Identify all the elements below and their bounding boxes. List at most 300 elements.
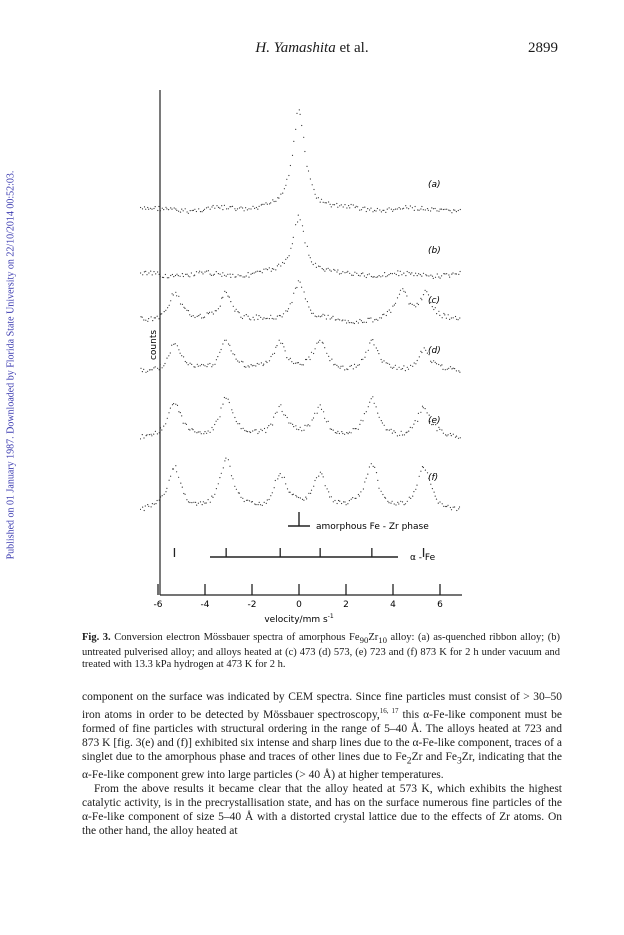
spectrum-point (334, 270, 335, 271)
spectrum-point (304, 151, 305, 152)
spectrum-point (387, 501, 388, 502)
spectrum-point (180, 303, 181, 304)
spectrum-point (198, 366, 199, 367)
spectrum-point (204, 365, 205, 366)
spectrum-point (430, 210, 431, 211)
spectrum-point (282, 316, 283, 317)
spectrum-point (414, 305, 415, 306)
spectrum-point (154, 317, 155, 318)
spectrum-point (316, 198, 317, 199)
spectrum-point (182, 304, 183, 305)
spectrum-point (287, 417, 288, 418)
spectrum-point (374, 319, 375, 320)
spectrum-point (145, 372, 146, 373)
spectrum-point (438, 503, 439, 504)
spectrum-point (376, 319, 377, 320)
spectrum-point (270, 315, 271, 316)
spectrum-point (416, 485, 417, 486)
spectrum-point (277, 265, 278, 266)
spectrum-point (231, 409, 232, 410)
spectrum-point (166, 358, 167, 359)
y-axis-label: counts (149, 329, 159, 361)
spectrum-point (208, 207, 209, 208)
spectrum-point (151, 435, 152, 436)
spectrum-point (432, 488, 433, 489)
spectrum-point (423, 407, 424, 408)
spectrum-point (313, 417, 314, 418)
spectrum-point (351, 204, 352, 205)
spectrum-point (453, 434, 454, 435)
spectrum-point (178, 275, 179, 276)
spectrum-point (258, 504, 259, 505)
spectrum-point (165, 310, 166, 311)
spectrum-point (420, 208, 421, 209)
spectrum-point (445, 434, 446, 435)
spectrum-point (192, 210, 193, 211)
spectrum-point (339, 319, 340, 320)
spectrum-point (257, 209, 258, 210)
spectrum-point (364, 322, 365, 323)
spectrum-point (167, 277, 168, 278)
spectrum-point (349, 207, 350, 208)
spectrum-point (297, 221, 298, 222)
spectrum-point (237, 360, 238, 361)
spectrum-point (393, 430, 394, 431)
spectrum-point (328, 268, 329, 269)
spectrum-point (193, 210, 194, 211)
spectrum-point (230, 206, 231, 207)
spectrum-point (178, 296, 179, 297)
spectrum-point (311, 490, 312, 491)
spectrum-point (369, 209, 370, 210)
spectrum-point (242, 361, 243, 362)
spectrum-point (328, 201, 329, 202)
figure-caption: Fig. 3. Conversion electron Mössbauer spectra of amorphous $Fe_{90}Zr_{10}$ alloy: (a) as-quenched ribbon alloy; (b) untreated pulverised alloy; and alloys heated at (c) 473 (d) 573, (e) 723 and (f) 873 K for 2 h under vacuum and treated with 13.3 kPa hydrogen at 473 K for 2 h. (82, 632, 560, 671)
spectrum-point (305, 298, 306, 299)
spectrum-point (402, 368, 403, 369)
spectrum-point (175, 292, 176, 293)
spectrum-point (390, 367, 391, 368)
spectrum-point (222, 404, 223, 405)
spectrum-point (415, 489, 416, 490)
spectrum-point (397, 208, 398, 209)
spectrum-point (300, 282, 301, 283)
spectrum-label-c: (c) (428, 296, 440, 306)
spectrum-point (414, 362, 415, 363)
spectrum-point (152, 369, 153, 370)
spectrum-point (208, 313, 209, 314)
spectrum-point (435, 496, 436, 497)
spectrum-point (224, 460, 225, 461)
spectrum-point (359, 319, 360, 320)
spectrum-point (220, 274, 221, 275)
spectrum-point (376, 406, 377, 407)
spectrum-point (211, 275, 212, 276)
spectrum-point (384, 425, 385, 426)
spectrum-point (161, 429, 162, 430)
spectrum-point (392, 433, 393, 434)
spectrum-point (458, 370, 459, 371)
spectrum-point (378, 353, 379, 354)
spectrum-point (400, 290, 401, 291)
spectrum-point (188, 310, 189, 311)
spectrum-point (295, 495, 296, 496)
spectrum-point (336, 433, 337, 434)
spectrum-point (270, 495, 271, 496)
spectrum-point (272, 424, 273, 425)
spectrum-point (247, 209, 248, 210)
spectrum-point (392, 306, 393, 307)
spectrum-point (218, 273, 219, 274)
spectrum-point (199, 271, 200, 272)
spectrum-point (369, 273, 370, 274)
spectrum-point (178, 349, 179, 350)
spectrum-point (370, 208, 371, 209)
spectrum-point (456, 436, 457, 437)
spectrum-point (442, 317, 443, 318)
spectrum-point (147, 371, 148, 372)
spectrum-point (372, 277, 373, 278)
spectrum-point (173, 344, 174, 345)
spectrum-point (231, 350, 232, 351)
spectrum-point (361, 209, 362, 210)
spectrum-point (306, 359, 307, 360)
spectrum-point (420, 274, 421, 275)
spectrum-point (432, 276, 433, 277)
spectrum-point (250, 432, 251, 433)
spectrum-point (342, 366, 343, 367)
spectrum-point (180, 412, 181, 413)
spectrum-point (408, 303, 409, 304)
spectrum-point (360, 491, 361, 492)
spectrum-point (306, 498, 307, 499)
spectrum-point (191, 272, 192, 273)
spectrum-point (200, 365, 201, 366)
spectrum-point (176, 471, 177, 472)
spectrum-point (304, 242, 305, 243)
spectrum-point (241, 428, 242, 429)
spectrum-point (303, 137, 304, 138)
spectrum-point (360, 420, 361, 421)
spectrum-point (315, 348, 316, 349)
spectrum-point (273, 318, 274, 319)
spectrum-point (412, 207, 413, 208)
spectrum-point (203, 364, 204, 365)
spectrum-point (367, 274, 368, 275)
spectrum-point (421, 276, 422, 277)
spectrum-point (194, 431, 195, 432)
spectrum-point (459, 317, 460, 318)
spectrum-point (288, 175, 289, 176)
spectrum-point (359, 210, 360, 211)
spectrum-point (389, 309, 390, 310)
spectrum-point (260, 317, 261, 318)
spectrum-point (280, 265, 281, 266)
spectrum-point (451, 212, 452, 213)
spectrum-point (321, 315, 322, 316)
spectrum-point (344, 434, 345, 435)
spectrum-point (308, 170, 309, 171)
spectrum-point (194, 209, 195, 210)
download-watermark-text[interactable]: Published on 01 January 1987. Downloaded by Florida State University on 22/10/2014 00:52:03. (5, 170, 17, 560)
spectrum-point (335, 432, 336, 433)
spectrum-point (458, 508, 459, 509)
spectrum-point (235, 210, 236, 211)
spectrum-point (277, 197, 278, 198)
spectrum-point (272, 354, 273, 355)
spectrum-point (200, 314, 201, 315)
spectrum-point (157, 500, 158, 501)
spectrum-point (387, 311, 388, 312)
spectrum-point (168, 355, 169, 356)
spectrum-point (310, 359, 311, 360)
spectrum-point (410, 365, 411, 366)
spectrum-point (331, 496, 332, 497)
spectrum-point (356, 321, 357, 322)
spectrum-point (239, 493, 240, 494)
spectrum-point (296, 496, 297, 497)
spectrum-point (405, 503, 406, 504)
spectrum-point (291, 361, 292, 362)
spectrum-point (263, 269, 264, 270)
spectrum-point (291, 302, 292, 303)
spectrum-point (208, 270, 209, 271)
spectrum-point (292, 243, 293, 244)
spectrum-point (349, 273, 350, 274)
spectrum-point (338, 500, 339, 501)
spectrum-point (369, 342, 370, 343)
spectrum-point (352, 497, 353, 498)
spectrum-point (290, 492, 291, 493)
spectrum-point (324, 418, 325, 419)
spectrum-point (170, 408, 171, 409)
spectrum-point (410, 274, 411, 275)
spectrum-point (444, 273, 445, 274)
spectrum-point (229, 345, 230, 346)
spectrum-point (222, 343, 223, 344)
spectrum-point (357, 206, 358, 207)
spectrum-point (454, 210, 455, 211)
spectrum-point (367, 474, 368, 475)
spectrum-label-e: (e) (428, 416, 441, 426)
spectrum-point (198, 315, 199, 316)
spectrum-point (209, 312, 210, 313)
spectrum-point (282, 193, 283, 194)
spectrum-point (152, 274, 153, 275)
spectrum-point (312, 184, 313, 185)
spectrum-point (330, 204, 331, 205)
spectrum-point (418, 273, 419, 274)
spectrum-point (361, 273, 362, 274)
spectrum-point (377, 320, 378, 321)
spectrum-point (362, 420, 363, 421)
spectrum-point (344, 501, 345, 502)
spectrum-point (417, 275, 418, 276)
spectrum-point (442, 503, 443, 504)
spectrum-point (348, 433, 349, 434)
spectrum-point (216, 271, 217, 272)
spectrum-point (153, 367, 154, 368)
spectrum-point (405, 275, 406, 276)
spectrum-point (301, 430, 302, 431)
spectrum-point (256, 314, 257, 315)
spectrum-point (399, 207, 400, 208)
spectrum-point (308, 255, 309, 256)
spectrum-point (455, 316, 456, 317)
spectrum-point (230, 274, 231, 275)
spectrum-point (369, 402, 370, 403)
spectrum-point (308, 493, 309, 494)
x-tick-label: -4 (200, 600, 210, 610)
spectrum-point (407, 367, 408, 368)
spectrum-point (420, 412, 421, 413)
spectrum-point (145, 271, 146, 272)
spectrum-point (196, 505, 197, 506)
spectrum-point (186, 499, 187, 500)
spectrum-label-b: (b) (428, 246, 441, 256)
spectrum-point (187, 211, 188, 212)
spectrum-point (200, 211, 201, 212)
spectrum-point (433, 309, 434, 310)
spectrum-point (229, 402, 230, 403)
spectrum-point (170, 275, 171, 276)
spectrum-point (157, 316, 158, 317)
spectrum-point (387, 363, 388, 364)
spectrum-point (443, 506, 444, 507)
spectrum-point (377, 208, 378, 209)
spectrum-point (143, 369, 144, 370)
spectrum-point (198, 503, 199, 504)
spectrum-point (447, 369, 448, 370)
spectrum-point (222, 209, 223, 210)
spectrum-point (448, 210, 449, 211)
spectrum-point (406, 207, 407, 208)
spectrum-point (260, 504, 261, 505)
spectrum-point (353, 428, 354, 429)
spectrum-point (236, 421, 237, 422)
spectrum-point (409, 497, 410, 498)
spectrum-point (242, 207, 243, 208)
spectrum-point (282, 411, 283, 412)
spectrum-point (177, 345, 178, 346)
spectrum-point (198, 208, 199, 209)
spectrum-point (242, 498, 243, 499)
spectrum-point (389, 364, 390, 365)
spectrum-point (211, 366, 212, 367)
spectrum-point (256, 207, 257, 208)
spectrum-point (172, 404, 173, 405)
spectrum-point (329, 269, 330, 270)
spectrum-point (161, 313, 162, 314)
spectrum-point (307, 425, 308, 426)
spectrum-point (298, 429, 299, 430)
spectrum-point (266, 503, 267, 504)
spectrum-point (377, 480, 378, 481)
spectrum-point (244, 315, 245, 316)
spectrum-point (226, 276, 227, 277)
spectrum-point (376, 277, 377, 278)
spectrum-point (331, 429, 332, 430)
x-tick-label: 4 (390, 600, 396, 610)
spectrum-point (151, 434, 152, 435)
spectrum-point (311, 261, 312, 262)
spectrum-point (320, 316, 321, 317)
spectrum-point (448, 274, 449, 275)
spectrum-point (206, 366, 207, 367)
spectrum-point (269, 267, 270, 268)
spectrum-point (172, 274, 173, 275)
spectrum-point (285, 310, 286, 311)
spectrum-point (240, 206, 241, 207)
spectrum-point (329, 496, 330, 497)
spectrum-point (371, 340, 372, 341)
spectrum-point (441, 275, 442, 276)
spectrum-point (218, 207, 219, 208)
spectrum-point (148, 506, 149, 507)
spectrum-point (314, 480, 315, 481)
spectrum-point (372, 339, 373, 340)
spectrum-point (292, 155, 293, 156)
spectrum-point (201, 433, 202, 434)
spectrum-point (280, 473, 281, 474)
spectrum-point (420, 298, 421, 299)
spectrum-point (244, 276, 245, 277)
spectrum-point (218, 308, 219, 309)
spectrum-point (339, 205, 340, 206)
spectrum-point (200, 501, 201, 502)
spectrum-point (417, 421, 418, 422)
spectrum-point (186, 362, 187, 363)
spectrum-point (333, 269, 334, 270)
spectrum-point (395, 365, 396, 366)
spectrum-point (158, 206, 159, 207)
spectrum-point (385, 212, 386, 213)
spectrum-point (185, 274, 186, 275)
spectrum-point (303, 500, 304, 501)
spectrum-point (339, 501, 340, 502)
spectrum-point (146, 434, 147, 435)
spectrum-point (428, 210, 429, 211)
spectrum-point (271, 271, 272, 272)
alpha-fe-marker (174, 548, 435, 563)
spectrum-point (144, 271, 145, 272)
spectrum-point (155, 317, 156, 318)
spectrum-point (376, 347, 377, 348)
spectrum-point (410, 303, 411, 304)
spectrum-point (276, 412, 277, 413)
spectrum-point (293, 426, 294, 427)
spectrum-point (321, 409, 322, 410)
spectrum-point (397, 297, 398, 298)
spectrum-point (269, 499, 270, 500)
spectrum-point (336, 203, 337, 204)
spectrum-point (151, 209, 152, 210)
spectrum-point (189, 502, 190, 503)
spectrum-point (418, 304, 419, 305)
spectrum-point (401, 369, 402, 370)
spectrum-point (395, 209, 396, 210)
spectrum-point (290, 358, 291, 359)
spectrum-point (421, 352, 422, 353)
spectrum-point (236, 359, 237, 360)
spectrum-point (385, 276, 386, 277)
spectrum-point (410, 205, 411, 206)
spectrum-point (349, 366, 350, 367)
spectrum-point (278, 475, 279, 476)
spectrum-point (395, 432, 396, 433)
spectrum-point (379, 317, 380, 318)
spectrum-point (362, 207, 363, 208)
